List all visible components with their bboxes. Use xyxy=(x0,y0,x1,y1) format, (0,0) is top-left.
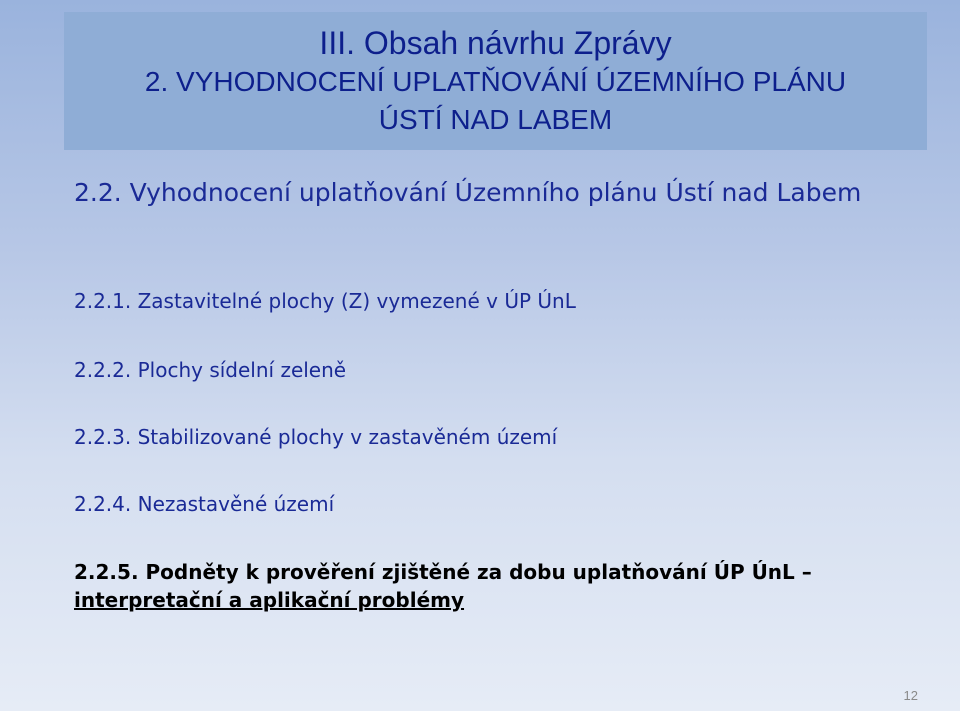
list-item-highlighted xyxy=(74,558,894,614)
section-heading: 2.2. Vyhodnocení uplatňování Územního plánu Ústí nad Labem xyxy=(74,178,862,207)
list-item: 2.2.1. Zastavitelné plochy (Z) vymezené v ÚP ÚnL xyxy=(74,289,576,313)
list-item: 2.2.4. Nezastavěné území xyxy=(74,492,335,516)
slide-subtitle-line-1: 2. VYHODNOCENÍ UPLATŇOVÁNÍ ÚZEMNÍHO PLÁNU xyxy=(144,66,847,97)
list-item-highlighted-line-1: 2.2.5. Podněty k prověření zjištěné za dobu uplatňování ÚP ÚnL – xyxy=(74,560,812,584)
slide-title: III. Obsah návrhu Zprávy xyxy=(319,25,672,61)
list-item: 2.2.3. Stabilizované plochy v zastavěném území xyxy=(74,425,558,449)
slide-subtitle-line-2: ÚSTÍ NAD LABEM xyxy=(378,104,613,135)
content-area xyxy=(74,176,894,612)
list-item-highlighted-line-2: interpretační a aplikační problémy xyxy=(74,588,465,612)
list-item: 2.2.2. Plochy sídelní zeleně xyxy=(74,358,347,382)
title-band xyxy=(64,12,927,150)
slide-number: 12 xyxy=(903,688,918,703)
